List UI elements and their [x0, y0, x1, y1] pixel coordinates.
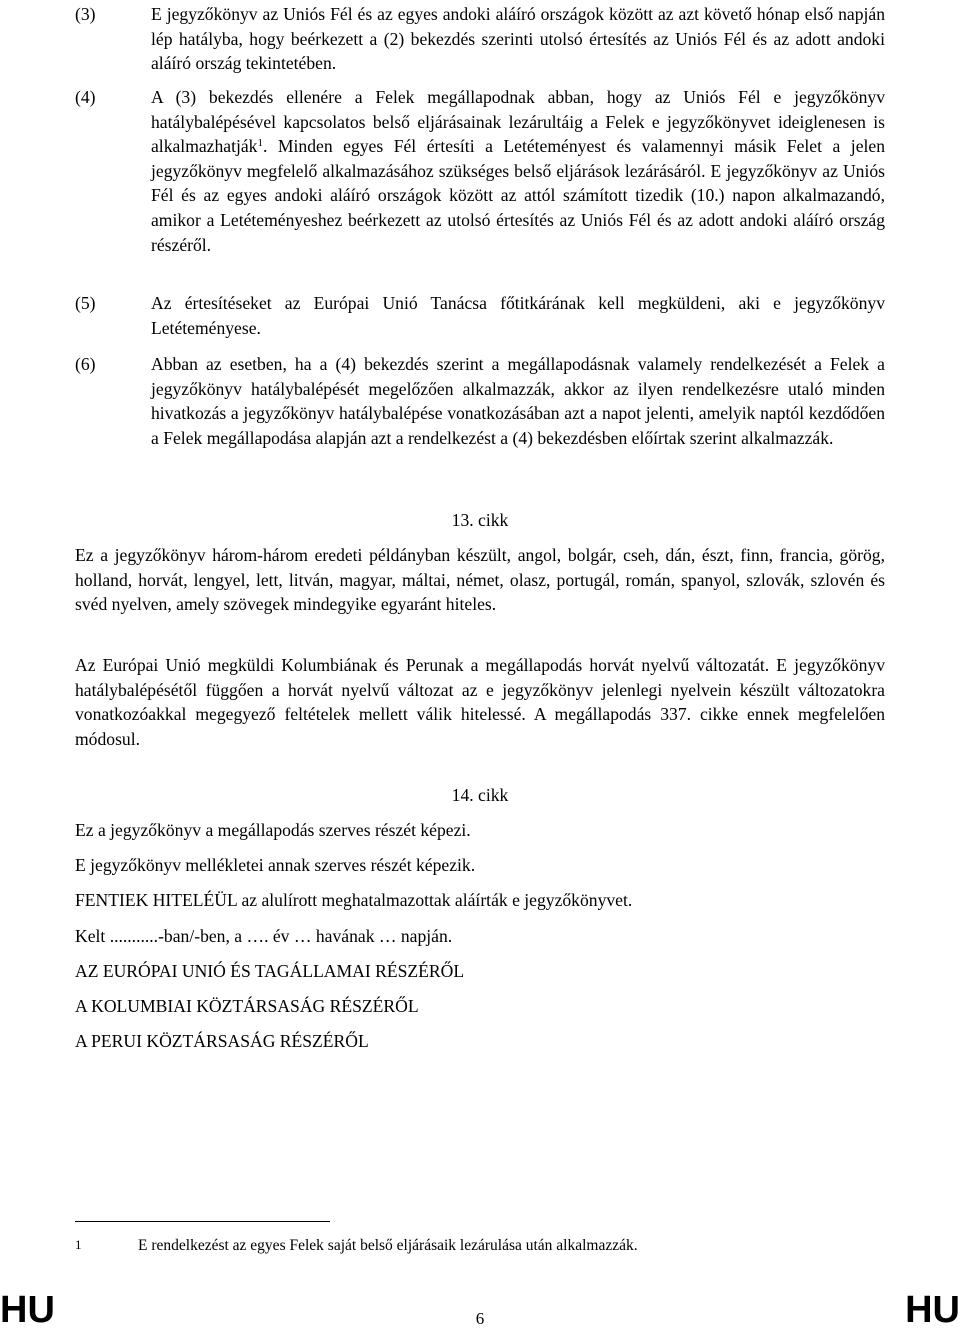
paragraph-5 [75, 291, 885, 340]
article-13-heading: 13. cikk [451, 510, 509, 530]
article-13-paragraph-1: Ez a jegyzőkönyv három-három eredeti példányban készült, angol, bolgár, cseh, dán, észt, finn, francia, görög, holland, horvát, lengyel, lett, litván, magyar, máltai, német, olasz, portugál, román, spanyol, szlovák, szlovén és svéd nyelven, amely szövegek mindegyike egyaránt hiteles. [75, 545, 885, 615]
footnote-mark: 1 [75, 1237, 82, 1252]
article-14-heading: 14. cikk [451, 785, 509, 805]
paragraph-number: (3) [75, 4, 96, 24]
article-14-line-1: Ez a jegyzőkönyv a megállapodás szerves részét képezi. [75, 820, 471, 840]
paragraph-text-part-b: . Minden egyes Fél értesíti a Letéteményest és valamennyi másik Felet a jelen jegyzőkönyv megfelelő alkalmazásához szükséges belső eljárások lezárásáról. E jegyzőkönyv az Uniós Fél és az egyes andoki aláíró országok között az attól számított tizedik (10.) napon alkalmazandó, amikor a Letéteményeshez beérkezett az utolsó értesítés az Uniós Fél és az adott andoki aláíró ország részéről. [151, 136, 885, 255]
paragraph-number: (6) [75, 354, 96, 374]
footnote-separator [75, 1221, 330, 1222]
footnote-reference[interactable]: 1 [257, 137, 263, 150]
article-14-line-2: E jegyzőkönyv mellékletei annak szerves részét képezik. [75, 855, 476, 875]
paragraph-number: (5) [75, 293, 96, 313]
paragraph-text: E jegyzőkönyv az Uniós Fél és az egyes andoki aláíró országok között az azt követő hónap első napján lép hatályba, hogy beérkezett a (2) bekezdés szerinti utolsó értesítés az Uniós Fél és az adott andoki aláíró ország tekintetében. [151, 4, 885, 74]
language-code-right: HU [905, 1289, 960, 1331]
paragraph-text-part-a: A (3) bekezdés ellenére a Felek megállapodnak abban, hogy az Uniós Fél e jegyzőkönyv hatálybalépésével kapcsolatos belső eljárásainak lezárultáig a Felek e jegyzőkönyvet ideiglenesen is alkalmazhatják [151, 87, 885, 157]
paragraph-3 [75, 2, 885, 76]
signatory-colombia: A KOLUMBIAI KÖZTÁRSASÁG RÉSZÉRŐL [75, 996, 419, 1016]
signatory-eu: AZ EURÓPAI UNIÓ ÉS TAGÁLLAMAI RÉSZÉRŐL [75, 961, 465, 981]
paragraph-4 [75, 85, 885, 257]
paragraph-number: (4) [75, 87, 96, 107]
article-13-paragraph-2: Az Európai Unió megküldi Kolumbiának és Perunak a megállapodás horvát nyelvű változatát. E jegyzőkönyv hatálybalépésétől függően a horvát nyelvű változat az e jegyzőkönyv jelenlegi nyelvein készült változatokra vonatkozóakkal megegyező feltételek mellett válik hitelessé. A megállapodás 337. cikke ennek megfelelően módosul. [75, 655, 885, 749]
language-code-left: HU [0, 1289, 55, 1331]
paragraph-text [151, 85, 885, 257]
attestation-line: FENTIEK HITELÉÜL az alulírott meghatalmazottak aláírták e jegyzőkönyvet. [75, 890, 633, 910]
page-number: 6 [475, 1309, 485, 1328]
signatory-peru: A PERUI KÖZTÁRSASÁG RÉSZÉRŐL [75, 1031, 369, 1051]
paragraph-6 [75, 352, 885, 450]
date-place-line: Kelt ...........-ban/-ben, a …. év … havának … napján. [75, 926, 453, 946]
paragraph-text: Abban az esetben, ha a (4) bekezdés szerint a megállapodásnak valamely rendelkezését a Felek a jegyzőkönyv hatálybalépését megelőzően alkalmazzák, akkor az ilyen rendelkezésre utaló minden hivatkozás a jegyzőkönyv hatálybalépése vonatkozásában azt a napot jelenti, amelyik naptól kezdődően a Felek megállapodása alapján azt a rendelkezést a (4) bekezdésben előírtak szerint alkalmazzák. [151, 354, 885, 448]
footnote-text: E rendelkezést az egyes Felek saját belső eljárásaik lezárulása után alkalmazzák. [138, 1237, 638, 1254]
paragraph-text: Az értesítéseket az Európai Unió Tanácsa főtitkárának kell megküldeni, aki e jegyzőkönyv Letéteményese. [151, 293, 885, 338]
